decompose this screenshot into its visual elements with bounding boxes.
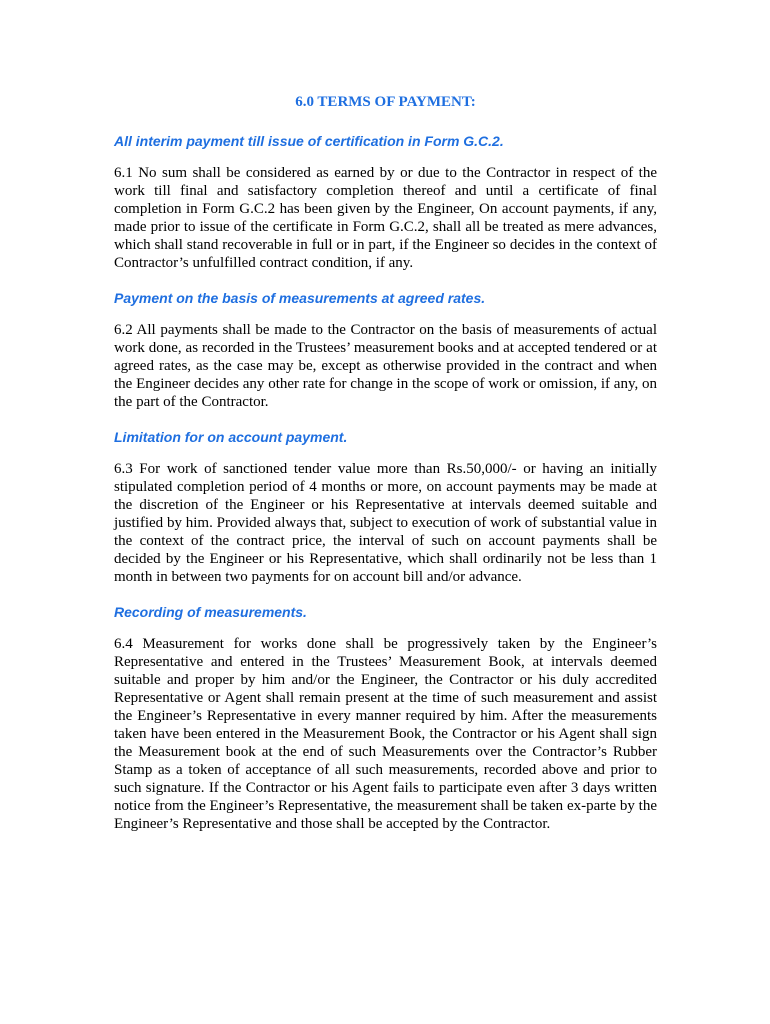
document-title: 6.0 TERMS OF PAYMENT:: [295, 94, 476, 110]
document-content: [114, 92, 657, 850]
section-paragraph-6-4: 6.4 Measurement for works done shall be progressively taken by the Engineer’s Representative and entered in the Trustees’ Measurement Book, at intervals deemed suitable and proper by him and/or the Engineer, the Contractor or his duly accredited Representative or Agent shall remain present at the time of such measurement and assist the Engineer’s Representative in every manner required by him. After the measurements taken have been entered in the Measurement Book, the Contractor or his Agent shall sign the Measurement book at the end of such Measurements over the Contractor’s Rubber Stamp as a token of acceptance of all such measurements, recorded above and prior to such signature. If the Contractor or his Agent fails to participate even after 3 days written notice from the Engineer’s Representative, the measurement shall be taken ex-parte by the Engineer’s Representative and those shall be accepted by the Contractor.: [114, 636, 657, 832]
section-paragraph-6-2: 6.2 All payments shall be made to the Contractor on the basis of measurements of actual work done, as recorded in the Trustees’ measurement books and at accepted tendered or at agreed rates, as the case may be, except as otherwise provided in the contract and when the Engineer decides any other rate for change in the scope of work or omission, if any, on the part of the Contractor.: [114, 322, 657, 410]
section-heading-6-4: Recording of measurements.: [114, 604, 307, 620]
section-heading-6-1: All interim payment till issue of certification in Form G.C.2.: [114, 133, 504, 149]
section-paragraph-6-3: 6.3 For work of sanctioned tender value more than Rs.50,000/- or having an initially stipulated completion period of 4 months or more, on account payments may be made at the discretion of the Engineer or his Representative at intervals deemed suitable and justified by him. Provided always that, subject to execution of work of substantial value in the context of the contract price, the interval of such on account payments shall be decided by the Engineer or his Representative, which shall ordinarily not be less than 1 month in between two payments for on account bill and/or advance.: [114, 461, 657, 585]
section-heading-6-3: Limitation for on account payment.: [114, 429, 348, 445]
section-heading-6-2: Payment on the basis of measurements at agreed rates.: [114, 290, 486, 306]
section-paragraph-6-1: 6.1 No sum shall be considered as earned by or due to the Contractor in respect of the work till final and satisfactory completion thereof and until a certificate of final completion in Form G.C.2 has been given by the Engineer, On account payments, if any, made prior to issue of the certificate in Form G.C.2, shall all be treated as mere advances, which shall stand recoverable in full or in part, if the Engineer so decides in the context of Contractor’s unfulfilled contract condition, if any.: [114, 165, 657, 271]
